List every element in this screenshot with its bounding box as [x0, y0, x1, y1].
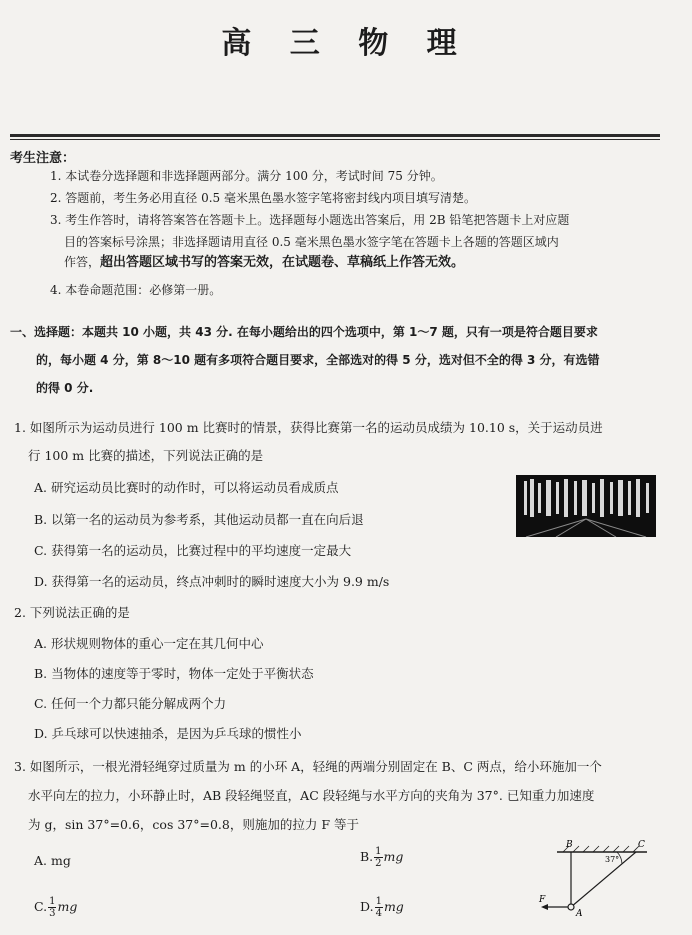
q3-diagram-svg: [535, 836, 660, 921]
q1-option-a: A. 研究运动员比赛时的动作时，可以将运动员看成质点: [34, 480, 339, 495]
q3-option-a: A. mg: [34, 853, 71, 868]
ring-a: [568, 904, 574, 910]
q3-option-d: [360, 896, 404, 919]
q3-option-b-numerator: 1: [375, 846, 382, 857]
q3-option-d-suffix: mg: [383, 899, 404, 914]
q2-option-c: C. 任何一个力都只能分解成两个力: [34, 696, 227, 711]
notice-item-1: 1. 本试卷分选择题和非选择题两部分。满分 100 分，考试时间 75 分钟。: [50, 169, 443, 183]
notice-item-3-line-3-a: 作答，: [64, 255, 101, 269]
page-title: 高 三 物 理: [221, 26, 471, 61]
q3-diagram: [535, 836, 660, 925]
q3-option-b-denominator: 2: [375, 858, 382, 869]
label-f: F: [539, 895, 546, 905]
q3-option-b-prefix: B.: [360, 849, 374, 864]
label-angle: 37°: [605, 855, 620, 864]
q3-stem-line-3: 为 g，sin 37°=0.6，cos 37°=0.8，则施加的拉力 F 等于: [28, 817, 359, 832]
rope-ac: [571, 852, 636, 907]
q3-option-b-fraction: [374, 846, 382, 869]
q3-option-d-numerator: 1: [375, 896, 382, 907]
section-1-instructions: [10, 318, 670, 402]
label-b: B: [566, 840, 573, 850]
q3-option-c-numerator: 1: [49, 896, 56, 907]
notice-emphasis: 超出答题区域书写的答案无效，在试题卷、草稿纸上作答无效。: [100, 255, 465, 270]
header-rule-thin: [10, 139, 660, 140]
q2-option-b: B. 当物体的速度等于零时，物体一定处于平衡状态: [34, 666, 314, 681]
q2-stem: 2. 下列说法正确的是: [14, 605, 130, 620]
notice-item-3-line-3: [64, 252, 684, 273]
q3-option-c-denominator: 3: [49, 908, 56, 919]
header-rule-thick: [10, 134, 660, 137]
q3-option-d-prefix: D.: [360, 899, 374, 914]
q2-option-a: A. 形状规则物体的重心一定在其几何中心: [34, 636, 264, 651]
q3-stem-line-2: 水平向左的拉力，小环静止时，AB 段轻绳竖直，AC 段轻绳与水平方向的夹角为 37°. 已知重力加速度: [28, 788, 595, 803]
ceiling-hatch: [563, 846, 639, 852]
q3-option-b: [360, 846, 403, 869]
q1-option-d: D. 获得第一名的运动员，终点冲刺时的瞬时速度大小为 9.9 m/s: [34, 574, 390, 589]
q3-option-d-fraction: [375, 896, 383, 919]
q3-option-c-suffix: mg: [57, 899, 78, 914]
q1-stem-line-1: 1. 如图所示为运动员进行 100 m 比赛时的情景，获得比赛第一名的运动员成绩为 10.10 s，关于运动员进: [14, 420, 603, 435]
q1-stem-line-2: 行 100 m 比赛的描述，下列说法正确的是: [28, 448, 264, 463]
race-photo-image: [516, 475, 656, 537]
notice-item-4: 4. 本卷命题范围：必修第一册。: [50, 283, 222, 297]
notice-item-3-line-2: 目的答案标号涂黑；非选择题请用直径 0.5 毫米黑色墨水签字笔在答题卡上各题的答题区域内: [64, 235, 559, 249]
q3-option-c: [34, 896, 77, 919]
section-1-line-1: 一、选择题：本题共 10 小题，共 43 分. 在每小题给出的四个选项中，第 1～7 题，只有一项是符合题目要求: [10, 325, 598, 339]
notice-item-2: 2. 答题前，考生务必用直径 0.5 毫米黑色墨水签字笔将密封线内项目填写清楚。: [50, 191, 476, 205]
section-1-line-3: 的得 0 分.: [36, 381, 94, 395]
q3-stem-line-1: 3. 如图所示，一根光滑轻绳穿过质量为 m 的小环 A，轻绳的两端分别固定在 B、C 两点，给小环施加一个: [14, 759, 602, 774]
label-a: A: [576, 909, 583, 919]
q1-option-c: C. 获得第一名的运动员，比赛过程中的平均速度一定最大: [34, 543, 352, 558]
q3-option-c-fraction: [48, 896, 56, 919]
q2-option-d: D. 乒乓球可以快速抽杀，是因为乒乓球的惯性小: [34, 726, 302, 741]
q1-option-b: B. 以第一名的运动员为参考系，其他运动员都一直在向后退: [34, 512, 364, 527]
notice-item-3-line-1: 3. 考生作答时，请将答案答在答题卡上。选择题每小题选出答案后，用 2B 铅笔把答题卡上对应题: [50, 213, 570, 227]
race-photo: [516, 475, 656, 537]
section-1-line-2: 的，每小题 4 分，第 8～10 题有多项符合题目要求，全部选对的得 5 分，选对但不全的得 3 分，有选错: [36, 353, 600, 367]
notice-heading: 考生注意：: [10, 151, 76, 166]
q3-option-d-denominator: 4: [375, 908, 382, 919]
q3-option-b-suffix: mg: [383, 849, 404, 864]
label-c: C: [638, 840, 645, 850]
q3-option-c-prefix: C.: [34, 899, 48, 914]
